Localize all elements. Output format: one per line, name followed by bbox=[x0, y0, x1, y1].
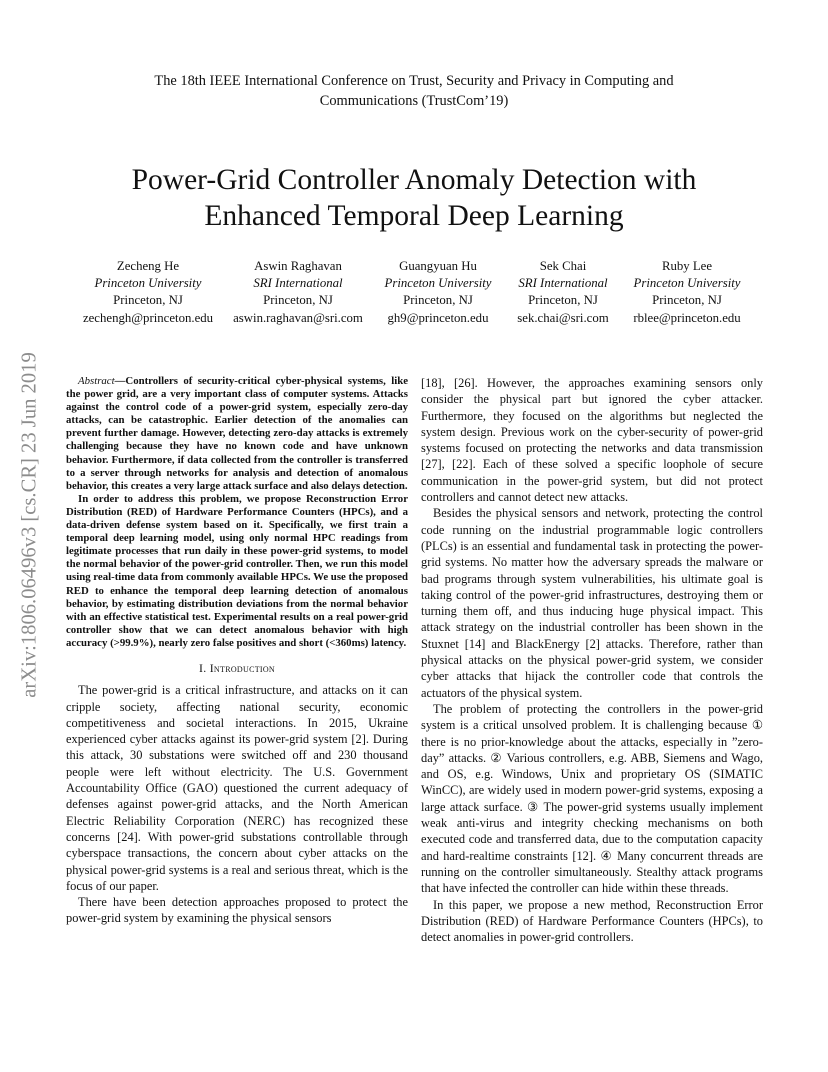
author-email: rblee@princeton.edu bbox=[633, 310, 741, 325]
author-name: Ruby Lee bbox=[661, 259, 713, 273]
abstract-label: Abstract bbox=[78, 375, 115, 387]
section-heading-introduction bbox=[66, 660, 408, 676]
section-title: Introduction bbox=[209, 660, 276, 675]
author-location: Princeton, NJ bbox=[652, 293, 722, 308]
author-4 bbox=[517, 258, 608, 327]
title-line-1: Power-Grid Controller Anomaly Detection with bbox=[131, 164, 697, 196]
author-affiliation: SRI International bbox=[253, 276, 343, 291]
author-2 bbox=[233, 258, 363, 327]
arxiv-stamp bbox=[19, 290, 41, 760]
paper-title bbox=[60, 162, 768, 234]
abstract-text-1: —Controllers of security-critical cyber-physical systems, like the power grid, are a very important class of computer systems. Attacks against the control code of a power-grid system, especially zero-day attacks, can be catastrophic. Earlier detection of the anomalies can prevent further damage. However, detecting zero-day attacks is extremely challenging because they have no known code and have unknown behavior. Furthermore, if data collected from the controller is transferred to a server through networks for analysis and detection of anomalous behavior, this creates a very large attack surface and also delays detection. bbox=[66, 375, 408, 492]
author-1 bbox=[83, 258, 213, 327]
author-location: Princeton, NJ bbox=[263, 293, 333, 308]
section-number: I. bbox=[198, 660, 207, 675]
author-name: Sek Chai bbox=[539, 259, 587, 273]
intro-paragraph-2: There have been detection approaches proposed to protect the power-grid system by examining the physical sensors bbox=[66, 895, 408, 926]
author-email: gh9@princeton.edu bbox=[387, 310, 489, 325]
author-email: zechengh@princeton.edu bbox=[82, 310, 214, 325]
abstract-paragraph-2: In order to address this problem, we propose Reconstruction Error Distribution (RED) of Hardware Performance Counters (HPCs), and a data-driven defense system based on it. Specifically, we first train a temporal deep learning model, using only normal HPC readings from legitimate processes that run daily in these power-grid systems, to model the normal behavior of the power-grid controller. Then, we run this model using real-time data from commonly available HPCs. We use the proposed RED to enhance the temporal deep learning detection of anomalous behavior, by estimating distribution deviations from the normal behavior with an effective statistical test. Experimental results on a real power-grid controller show that we can detect anomalous behavior with high accuracy (>99.9%), nearly zero false positives and short (<360ms) latency. bbox=[66, 492, 408, 649]
right-column bbox=[421, 375, 763, 945]
title-line-2: Enhanced Temporal Deep Learning bbox=[204, 200, 624, 232]
author-3 bbox=[385, 258, 492, 327]
abstract-paragraph-1 bbox=[66, 375, 408, 493]
author-location: Princeton, NJ bbox=[403, 293, 473, 308]
author-location: Princeton, NJ bbox=[528, 293, 598, 308]
left-column bbox=[66, 375, 408, 927]
conference-header bbox=[80, 71, 748, 111]
author-affiliation: SRI International bbox=[518, 276, 608, 291]
author-email: aswin.raghavan@sri.com bbox=[233, 310, 363, 325]
arxiv-stamp-text: arXiv:1806.06496v3 [cs.CR] 23 Jun 2019 bbox=[18, 352, 41, 698]
author-name: Guangyuan Hu bbox=[399, 259, 477, 273]
author-affiliation: Princeton University bbox=[94, 276, 202, 291]
author-email: sek.chai@sri.com bbox=[517, 310, 609, 325]
author-affiliation: Princeton University bbox=[633, 276, 741, 291]
author-5 bbox=[633, 258, 740, 327]
intro-paragraph-4: Besides the physical sensors and network, protecting the control code running on the industrial programmable logic controllers (PLCs) is an essential and fundamental task in protecting the power-grid systems. No matter how the adversary spreads the malware or bad programs through system vulnerabilities, his ultimate goal is taking control of the power-grid infrastructures, destroying them or turning them off, and thus inducing huge physical impact. This attack strategy on the industrial controller has been shown in the Stuxnet [14] and BlackEnergy [2] attacks. Therefore, rather than physical attacks on the physical power-grid system, we consider cyber attacks that hijack the controller code that controls the actuators of the physical system. bbox=[421, 506, 763, 700]
conference-line-1: The 18th IEEE International Conference on Trust, Security and Privacy in Computing and bbox=[154, 73, 674, 89]
author-location: Princeton, NJ bbox=[113, 293, 183, 308]
author-name: Aswin Raghavan bbox=[254, 259, 342, 273]
intro-paragraph-3: [18], [26]. However, the approaches examining sensors only consider the physical part but ignored the cyber attacker. Furthermore, they focused on the algorithms but neglected the system design. Previous work on the cyber-security of power-grid systems focused on protecting the networks and data transmission [27], [22]. Each of these solved a specific loophole of secure communication in the power-grid system, but did not protect controllers and cannot detect new attacks. bbox=[421, 376, 763, 505]
intro-paragraph-1: The power-grid is a critical infrastructure, and attacks on it can cripple society, affecting national security, economic competitiveness and societal interactions. In 2015, Ukraine experienced cyber attacks against its power-grid system [2]. During this attack, 30 substations were switched off and 230 thousand people were left without electricity. The U.S. Government Accountability Office (GAO) questioned the current adequacy of defenses against power-grid attacks, and the North American Electric Reliability Corporation (NERC) has recognized these concerns [24]. With power-grid substations controllable through cyberspace transactions, the concern about cyber attacks on the physical power-grid systems is a real and serious threat, which is the focus of our paper. bbox=[66, 683, 408, 893]
author-affiliation: Princeton University bbox=[384, 276, 492, 291]
author-block bbox=[0, 258, 828, 328]
conference-line-2: Communications (TrustCom’19) bbox=[319, 93, 509, 109]
author-name: Zecheng He bbox=[116, 259, 180, 273]
abstract bbox=[66, 375, 408, 650]
intro-paragraph-6: In this paper, we propose a new method, Reconstruction Error Distribution (RED) of Hardware Performance Counters (HPCs), to detect anomalies in power-grid controllers. bbox=[421, 897, 763, 945]
intro-paragraph-5: The problem of protecting the controllers in the power-grid system is a critical unsolved problem. It is challenging because ① there is no prior-knowledge about the attacks, especially in ”zero-day” attacks. ② Various controllers, e.g. ABB, Siemens and Wago, and OS, e.g. Windows, Unix and proprietary OS (SIMATIC WinCC), are widely used in modern power-grid systems, exposing a large attack surface. ③ The power-grid systems usually implement weak anti-virus and integrity checking mechanisms on both executed code and transferred data, due to the computation capacity and hard-realtime constraints [12]. ④ Many concurrent threads are running on the controller simultaneously. Stealthy attack programs that have infected the controller can hide within these threads. bbox=[421, 701, 763, 896]
